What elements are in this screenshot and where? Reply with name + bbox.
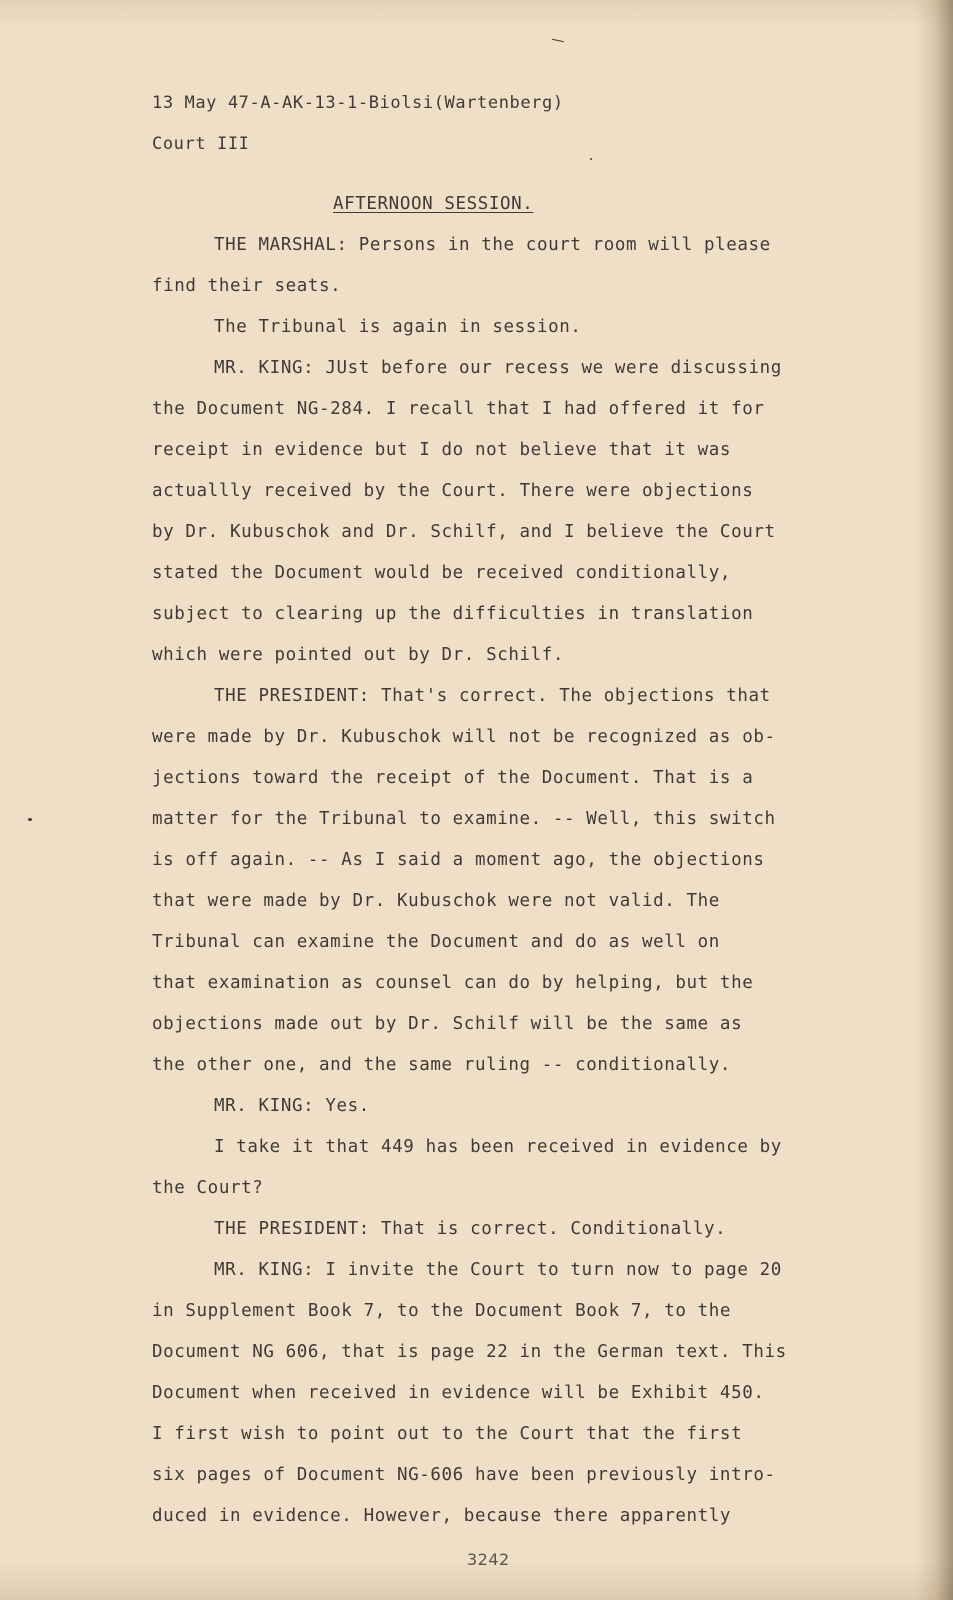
paper-speck (590, 158, 592, 160)
session-title: AFTERNOON SESSION. (333, 194, 534, 214)
text-line: THE PRESIDENT: That's correct. The objections that (214, 686, 771, 706)
text-line: were made by Dr. Kubuschok will not be recognized as ob- (152, 727, 776, 747)
text-line: is off again. -- As I said a moment ago, the objections (152, 850, 765, 870)
text-line: I take it that 449 has been received in evidence by (214, 1137, 782, 1157)
text-line: in Supplement Book 7, to the Document Book 7, to the (152, 1301, 732, 1321)
text-line: which were pointed out by Dr. Schilf. (152, 645, 565, 665)
text-line: Document when received in evidence will be Exhibit 450. (152, 1383, 765, 1403)
text-line: that were made by Dr. Kubuschok were not valid. The (152, 891, 720, 911)
text-line: Tribunal can examine the Document and do as well on (152, 932, 720, 952)
text-line: THE MARSHAL: Persons in the court room will please (214, 235, 771, 255)
text-line: MR. KING: Yes. (214, 1096, 370, 1116)
text-line: matter for the Tribunal to examine. -- Well, this switch (152, 809, 776, 829)
header-court: Court III (152, 134, 250, 154)
text-line: duced in evidence. However, because there apparently (152, 1506, 732, 1526)
text-line: six pages of Document NG-606 have been previously intro- (152, 1465, 776, 1485)
text-line: MR. KING: JUst before our recess we were discussing (214, 358, 782, 378)
text-line: jections toward the receipt of the Document. That is a (152, 768, 754, 788)
text-line: the other one, and the same ruling -- conditionally. (152, 1055, 732, 1075)
text-line: the Court? (152, 1178, 264, 1198)
page-number: 3242 (467, 1550, 510, 1569)
text-line: actuallly received by the Court. There were objections (152, 481, 754, 501)
paper-speck (28, 818, 32, 821)
text-line: The Tribunal is again in session. (214, 317, 582, 337)
text-line: receipt in evidence but I do not believe that it was (152, 440, 732, 460)
text-line: stated the Document would be received conditionally, (152, 563, 732, 583)
text-line: subject to clearing up the difficulties in translation (152, 604, 754, 624)
text-line: I first wish to point out to the Court that the first (152, 1424, 743, 1444)
text-line: that examination as counsel can do by helping, but the (152, 973, 754, 993)
text-line: by Dr. Kubuschok and Dr. Schilf, and I believe the Court (152, 522, 776, 542)
text-line: find their seats. (152, 276, 342, 296)
text-line: Document NG 606, that is page 22 in the German text. This (152, 1342, 787, 1362)
header-reference: 13 May 47-A-AK-13-1-Biolsi(Wartenberg) (152, 93, 564, 113)
text-line: THE PRESIDENT: That is correct. Conditionally. (214, 1219, 727, 1239)
text-line: MR. KING: I invite the Court to turn now to page 20 (214, 1260, 782, 1280)
text-line: the Document NG-284. I recall that I had offered it for (152, 399, 765, 419)
paper-mark (552, 39, 564, 42)
text-line: objections made out by Dr. Schilf will be the same as (152, 1014, 743, 1034)
